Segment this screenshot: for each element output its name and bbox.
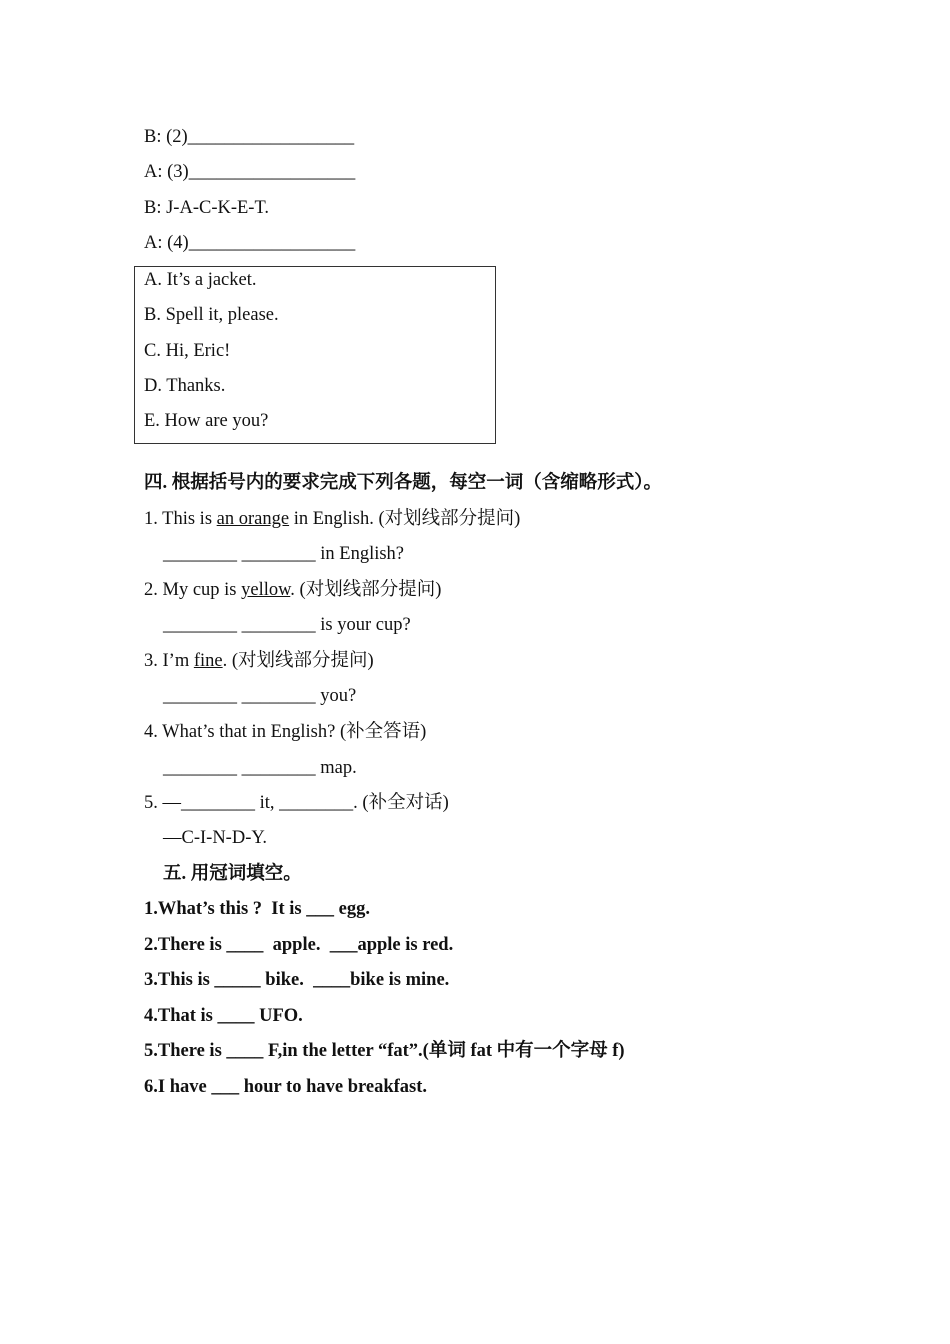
question-text: 1. This is: [144, 509, 217, 529]
question-text: 3. I’m: [144, 651, 194, 671]
question-text: . (对划线部分提问): [222, 651, 374, 671]
article-item: 5.There is ____ F,in the letter “fat”.(单词 fat 中有一个字母 f): [144, 1041, 625, 1061]
question-text: in English. (对划线部分提问): [289, 509, 521, 529]
question-text: 2. My cup is: [144, 580, 242, 600]
section4-heading: 四. 根据括号内的要求完成下列各题，每空一词（含缩略形式）。: [144, 473, 663, 493]
option-item: A. It’s a jacket.: [144, 270, 257, 290]
section5-heading: 五. 用冠词填空。: [163, 864, 302, 884]
option-item: D. Thanks.: [144, 376, 226, 396]
article-item: 6.I have ___ hour to have breakfast.: [144, 1077, 428, 1097]
dialogue-line: A: (4)__________________: [144, 233, 356, 253]
exercise-question: [144, 507, 520, 531]
answer-line: ________ ________ in English?: [163, 544, 405, 564]
article-item: 3.This is _____ bike. ____bike is mine.: [144, 970, 450, 990]
article-item: 1.What’s this ? It is ___ egg.: [144, 899, 370, 919]
option-item: E. How are you?: [144, 411, 269, 431]
answer-line: —C-I-N-D-Y.: [163, 828, 267, 848]
exercise-question: [144, 578, 441, 602]
dialogue-line: B: (2)__________________: [144, 127, 355, 147]
question-text: . (对划线部分提问): [290, 580, 442, 600]
answer-line: ________ ________ is your cup?: [163, 615, 411, 635]
option-item: B. Spell it, please.: [144, 305, 279, 325]
dialogue-line: A: (3)__________________: [144, 162, 356, 182]
answer-line: ________ ________ you?: [163, 686, 357, 706]
dialogue-line: B: J-A-C-K-E-T.: [144, 198, 270, 218]
underlined-phrase: yellow: [241, 580, 291, 600]
underlined-phrase: an orange: [216, 509, 290, 529]
underlined-phrase: fine: [193, 651, 223, 671]
answer-line: ________ ________ map.: [163, 758, 357, 778]
exercise-question: 4. What’s that in English? (补全答语): [144, 722, 427, 742]
option-item: C. Hi, Eric!: [144, 341, 231, 361]
article-item: 2.There is ____ apple. ___apple is red.: [144, 935, 454, 955]
exercise-question: [144, 649, 374, 673]
article-item: 4.That is ____ UFO.: [144, 1006, 303, 1026]
exercise-question: 5. —________ it, ________. (补全对话): [144, 793, 449, 813]
